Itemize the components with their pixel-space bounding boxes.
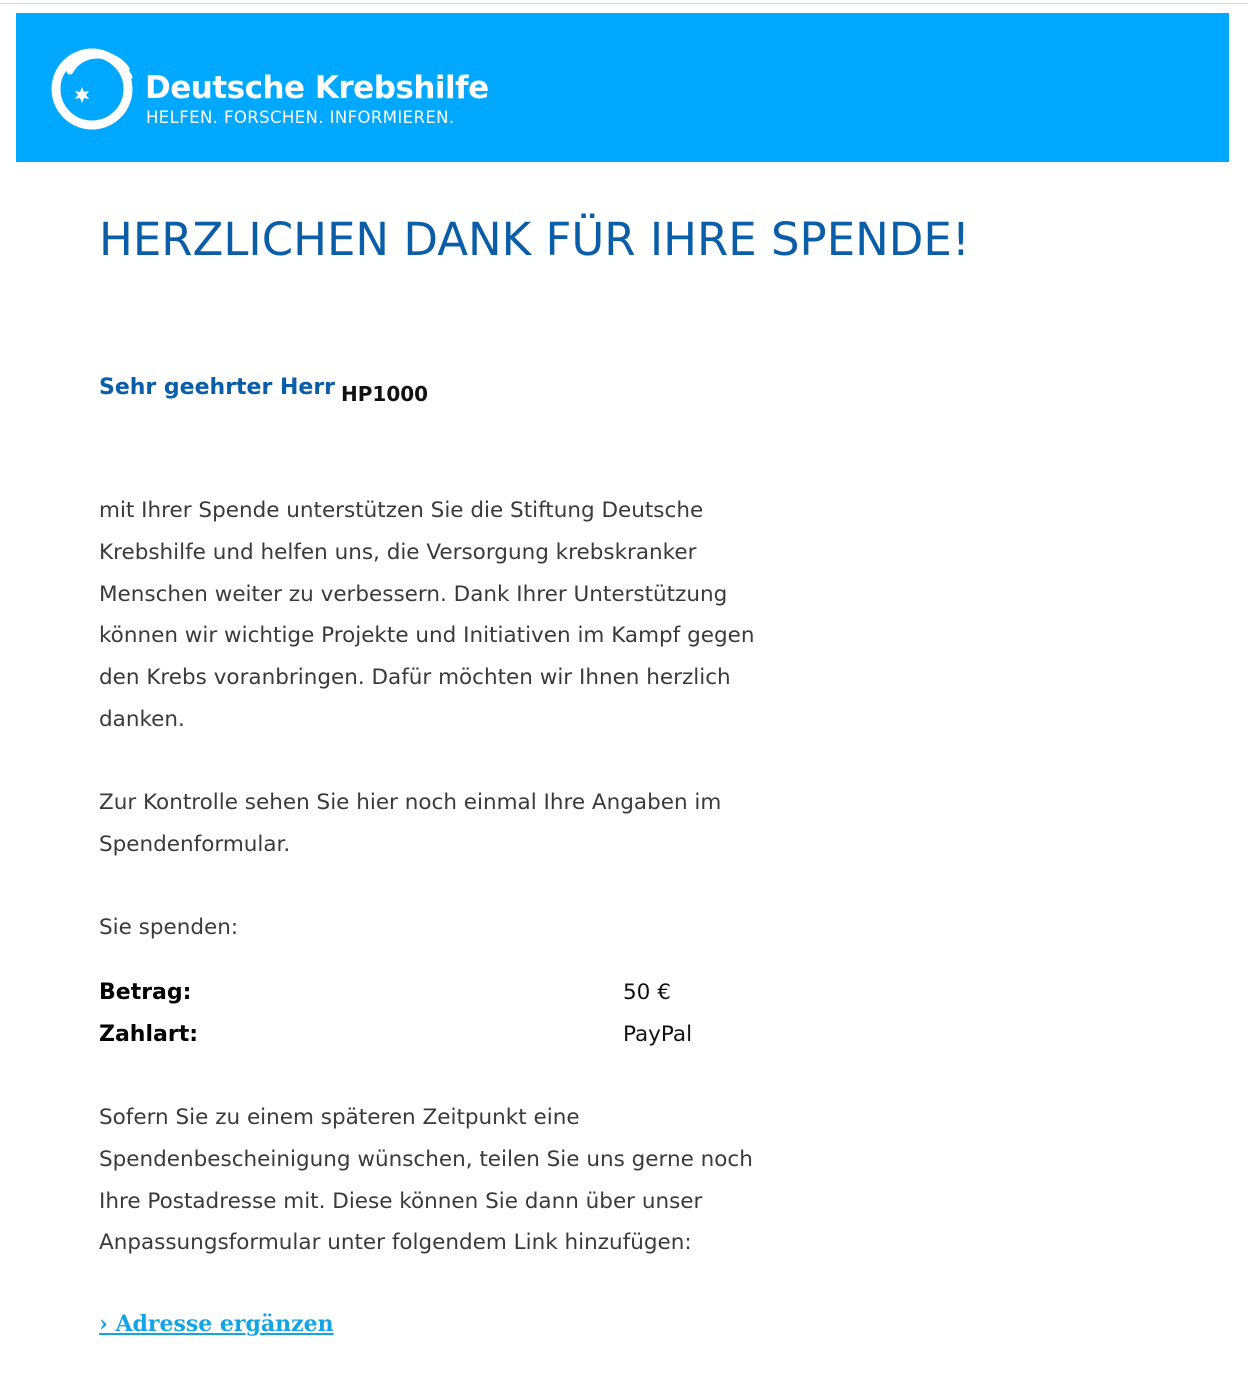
email-header-banner [16, 13, 1229, 162]
amount-value: 50 € [623, 980, 671, 1005]
salutation-label: Sehr geehrter Herr [99, 375, 336, 400]
krebshilfe-logo-icon [50, 43, 134, 131]
payment-method-label: Zahlart: [99, 1022, 199, 1047]
amount-label: Betrag: [99, 980, 192, 1005]
page-title: HERZLICHEN DANK FÜR IHRE SPENDE! [99, 213, 970, 266]
payment-method-value: PayPal [623, 1022, 693, 1047]
donation-heading: Sie spenden: [99, 915, 239, 940]
recipient-name: HP1000 [341, 382, 429, 406]
brand-tagline: HELFEN. FORSCHEN. INFORMIEREN. [146, 108, 455, 127]
top-divider [0, 3, 1248, 4]
control-paragraph: Zur Kontrolle sehen Sie hier noch einmal Ihre Angaben im Spendenformular. [99, 790, 722, 857]
intro-paragraph: mit Ihrer Spende unterstützen Sie die Stiftung Deutsche Krebshilfe und helfen uns, die Versorgung krebskranker Menschen weiter zu verbessern. Dank Ihrer Unterstützung können wir wichtige Projekte und Initiativen im Kampf gegen den Krebs voranbringen. Dafür möchten wir Ihnen herzlich danken. [99, 498, 755, 732]
salutation [99, 375, 429, 406]
address-paragraph: Sofern Sie zu einem späteren Zeitpunkt eine Spendenbescheinigung wünschen, teilen Sie uns gerne noch Ihre Postadresse mit. Diese können Sie dann über unser Anpassungsformular unter folgendem Link hinzufügen: [99, 1105, 753, 1256]
brand-name: Deutsche Krebshilfe [145, 70, 489, 106]
add-address-link[interactable]: › Adresse ergänzen [99, 1311, 334, 1337]
